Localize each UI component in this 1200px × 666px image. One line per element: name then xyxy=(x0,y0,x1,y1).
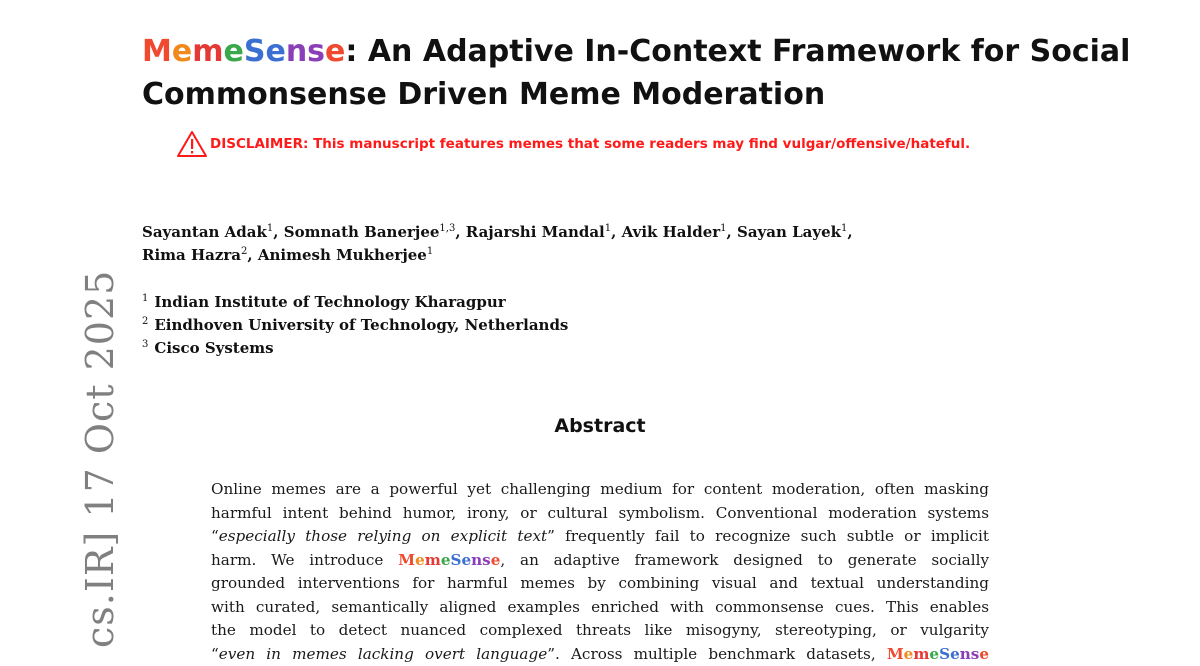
affiliation-item: $^2$ Eindhoven University of Technology, Netherlands xyxy=(142,314,568,337)
abstract-line: the model to detect nuanced complexed threats like misogyny, stereotyping, or vulgarity xyxy=(211,619,989,643)
brand-letter: m xyxy=(913,645,929,663)
brand-name-inline xyxy=(887,645,989,663)
affiliation-item: $^3$ Cisco Systems xyxy=(142,337,568,360)
author-line-2: Rima Hazra$^2$, Animesh Mukherjee$^1$ xyxy=(142,244,1042,267)
brand-letter: e xyxy=(904,645,914,663)
brand-letter: e xyxy=(415,551,425,569)
author-list xyxy=(142,221,1042,267)
author-name: Sayan Layek xyxy=(737,223,841,241)
author-name: Animesh Mukherjee xyxy=(258,246,427,264)
brand-letter: n xyxy=(471,551,482,569)
abstract-line: grounded interventions for harmful memes by combining visual and textual understanding xyxy=(211,572,989,596)
brand-name-inline xyxy=(398,551,500,569)
title-line-1: MemeSense: An Adaptive In-Context Framework for Social xyxy=(142,30,1102,73)
author-name: Sayantan Adak xyxy=(142,223,267,241)
author-name: Somnath Banerjee xyxy=(284,223,440,241)
brand-letter: m xyxy=(425,551,441,569)
abstract-line: harmful intent behind humor, irony, or cultural symbolism. Conventional moderation systems xyxy=(211,502,989,526)
affiliation-list xyxy=(142,291,568,360)
brand-letter: e xyxy=(325,34,345,69)
abstract-line: with curated, semantically aligned examples enriched with commonsense cues. This enables xyxy=(211,596,989,620)
brand-letter: S xyxy=(939,645,950,663)
brand-letter: S xyxy=(244,34,266,69)
brand-letter: n xyxy=(960,645,971,663)
brand-letter: e xyxy=(265,34,285,69)
brand-letter: e xyxy=(441,551,451,569)
author-line-1: Sayantan Adak$^1$, Somnath Banerjee$^{1,3}$, Rajarshi Mandal$^1$, Avik Halder$^1$, Sayan Layek$^1$, xyxy=(142,221,1042,244)
abstract-line: harm. We introduce MemeSense, an adaptive framework designed to generate socially xyxy=(211,549,989,573)
brand-letter: s xyxy=(307,34,325,69)
disclaimer xyxy=(176,130,970,158)
brand-name xyxy=(142,34,345,69)
brand-letter: e xyxy=(950,645,960,663)
brand-letter: M xyxy=(398,551,415,569)
author-name: Rajarshi Mandal xyxy=(466,223,605,241)
author-name: Avik Halder xyxy=(622,223,721,241)
affiliation-item: $^1$ Indian Institute of Technology Kharagpur xyxy=(142,291,568,314)
brand-letter: s xyxy=(482,551,491,569)
abstract-line: Online memes are a powerful yet challenging medium for content moderation, often masking xyxy=(211,478,989,502)
brand-letter: n xyxy=(286,34,307,69)
brand-letter: e xyxy=(223,34,243,69)
abstract-line: “even in memes lacking overt language”. Across multiple benchmark datasets, MemeSense xyxy=(211,643,989,666)
brand-letter: S xyxy=(450,551,461,569)
brand-letter: e xyxy=(979,645,989,663)
author-name: Rima Hazra xyxy=(142,246,241,264)
brand-letter: M xyxy=(887,645,904,663)
brand-letter: e xyxy=(172,34,192,69)
abstract-line: “especially those relying on explicit text” frequently fail to recognize such subtle or implicit xyxy=(211,525,989,549)
brand-letter: e xyxy=(491,551,501,569)
abstract-heading: Abstract xyxy=(0,415,1200,437)
brand-letter: e xyxy=(929,645,939,663)
disclaimer-text: DISCLAIMER: This manuscript features memes that some readers may find vulgar/offensive/hateful. xyxy=(210,136,970,152)
brand-letter: m xyxy=(192,34,223,69)
paper-title xyxy=(142,30,1102,116)
warning-triangle-icon xyxy=(176,130,208,158)
title-line-2: Commonsense Driven Meme Moderation xyxy=(142,73,1102,116)
brand-letter: s xyxy=(971,645,980,663)
brand-letter: e xyxy=(461,551,471,569)
abstract-body xyxy=(211,478,989,666)
arxiv-side-identifier: cs.IR] 17 Oct 2025 xyxy=(78,270,122,648)
brand-letter: M xyxy=(142,34,172,69)
